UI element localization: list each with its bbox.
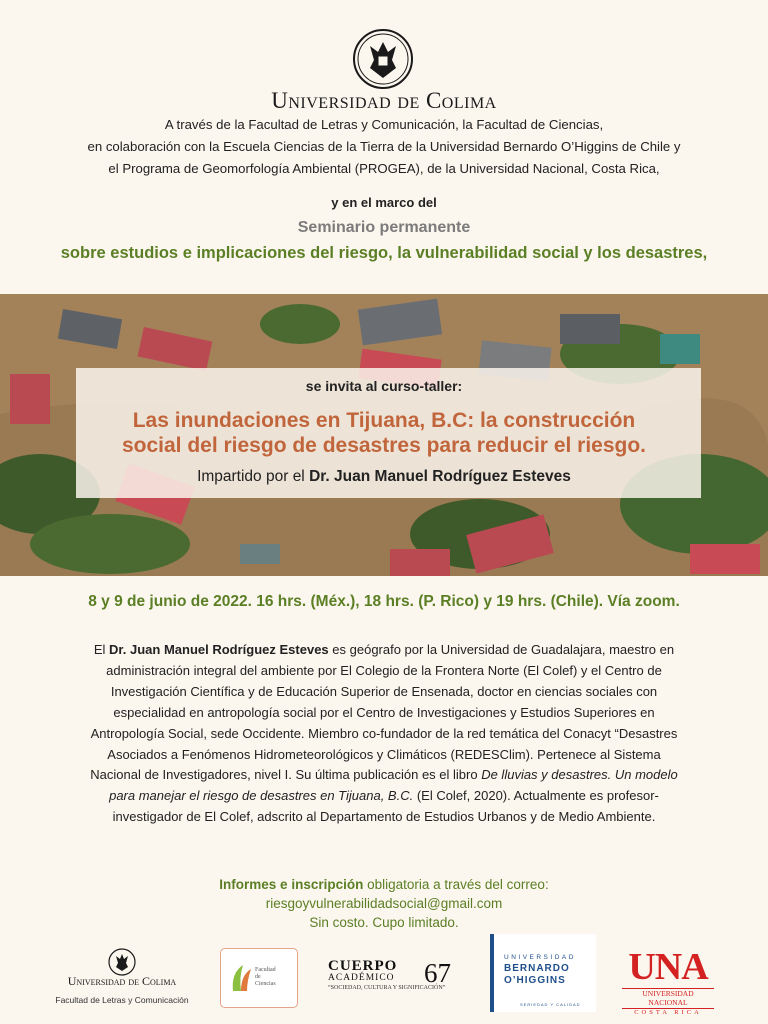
bio-text: es geógrafo por la Universidad de Guadalajara, maestro en administración integral del ambiente por El Colegio de la Frontera Norte (El Colef) y el Centro de Investigación Científica y de Educación Superior de Ensenada, doctor en ciencias sociales con especialidad en antropología social por el Centro de Investigaciones y Estudios Superiores en Antropología Social, sede Occidente. Miembro co-fundador de la red temática del Conacyt “Desastres Asociados a Fenómenos Hidrometeorológicos y Climáticos (REDESClim). Pertenece al Sistema Nacional de Investigadores, nivel I. Su última publicación es el libro [90,642,678,783]
logo-cuerpo-academico [328,958,458,1008]
logo-fc-line: Facultad [255,967,276,973]
contact-email[interactable]: riesgoyvulnerabilidadsocial@gmail.com [265,896,503,911]
university-seal-icon [352,28,414,90]
seminar-subtitle: sobre estudios e implicaciones del riesgo, la vulnerabilidad social y los desastres, [60,244,708,262]
logo-ca-number: 67 [424,958,451,988]
logo-ca-tagline: “SOCIEDAD, CULTURA Y SIGNIFICACIÓN” [328,985,446,991]
intro-line: el Programa de Geomorfología Ambiental (PROGEA), de la Universidad Nacional, Costa Rica, [108,161,660,176]
logo-universidad-colima [52,948,192,1010]
intro-line: en colaboración con la Escuela Ciencias de la Tierra de la Universidad Bernardo O’Higgins de Chile y [87,139,681,154]
logo-ucol-name: Universidad de Colima [67,974,177,988]
logo-facultad-ciencias [220,948,298,1008]
logo-fc-line: Ciencias [255,981,276,987]
contact-label: Informes e inscripción [219,877,364,892]
logo-ubo-bar [490,934,494,1012]
bio-text: (El Colef, 2020). Actualmente es profesor-investigador de El Colef, adscrito al Departamento de Estudios Urbanos y de Medio Ambiente. [112,788,659,825]
logo-fc-line: de [255,974,261,980]
logo-ca-line2: ACADÉMICO [328,973,395,983]
event-date: 8 y 9 de junio de 2022. 16 hrs. (Méx.), 18 hrs. (P. Rico) y 19 hrs. (Chile). Vía zoom. [88,593,680,610]
leaf-logo-icon [229,963,253,993]
intro-line: y en el marco del [331,195,437,210]
course-title-line: Las inundaciones en Tijuana, B.C: la construcción [132,409,636,432]
logo-ubo-tagline: SERIEDAD Y CALIDAD [520,1002,581,1007]
bio-speaker-name: Dr. Juan Manuel Rodríguez Esteves [109,642,329,657]
course-title-line: social del riesgo de desastres para reducir el riesgo. [121,434,647,457]
intro-line: A través de la Facultad de Letras y Comunicación, la Facultad de Ciencias, [164,117,604,132]
logo-una-line: UNIVERSIDAD NACIONAL [622,988,714,1007]
contact-line [0,877,768,892]
bio-text: El [93,642,110,657]
course-speaker [0,468,768,486]
logo-una-mark: UNA [628,946,708,988]
logo-ucol-sub: Facultad de Letras y Comunicación [55,995,189,1005]
contact-text: obligatoria a través del correo: [363,877,549,892]
university-title: Universidad de Colima [271,88,497,113]
logo-ubo-line: BERNARDO [504,963,570,974]
book-title: De lluvias y desastres. Un modelo para manejar el riesgo de desastres en Tijuana, B.C. [109,767,678,804]
speaker-bio [84,640,684,828]
invite-text: se invita al curso-taller: [305,378,463,394]
taught-by-label: Impartido por el [197,468,310,485]
logo-ubo-line: UNIVERSIDAD [504,954,576,961]
logo-una-line: COSTA RICA [622,1008,714,1016]
logo-ubo [490,934,596,1012]
logo-ubo-line: O’HIGGINS [504,975,566,986]
logo-una [616,946,720,1016]
speaker-name: Dr. Juan Manuel Rodríguez Esteves [309,468,571,485]
seminar-title: Seminario permanente [297,219,471,236]
contact-note: Sin costo. Cupo limitado. [309,915,459,930]
university-seal-icon [108,948,136,976]
logo-ca-line1: CUERPO [328,958,398,974]
